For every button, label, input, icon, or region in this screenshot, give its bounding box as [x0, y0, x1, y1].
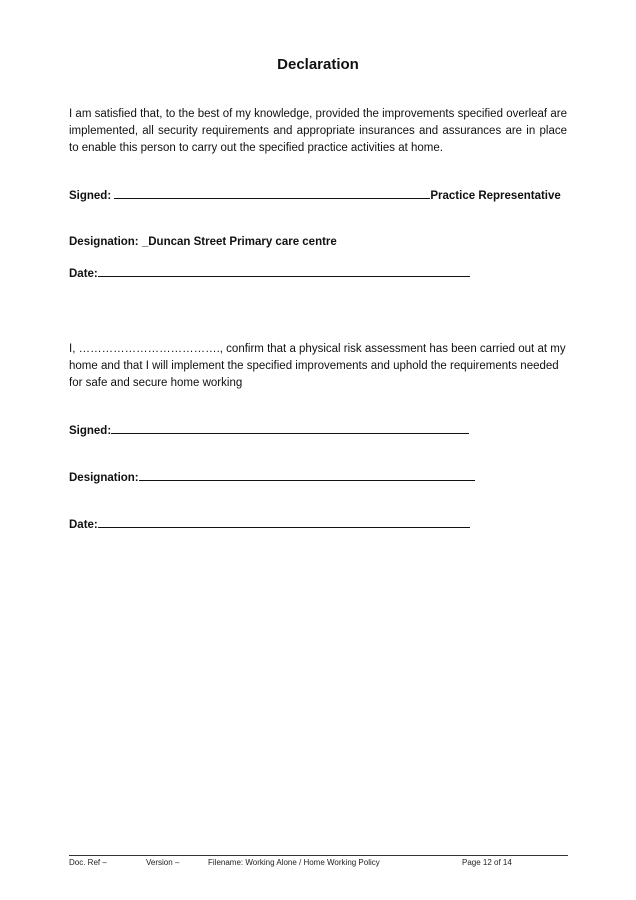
date-line-employee [69, 515, 470, 533]
designation-field[interactable] [139, 468, 475, 481]
employee-confirmation-paragraph: I, ………………………………., confirm that a physical risk assessment has been carried out at my home and that I will implement the specified improvements and uphold the requirements needed for safe and secure home working [69, 343, 566, 389]
signature-field[interactable] [114, 186, 430, 199]
declaration-paragraph: I am satisfied that, to the best of my knowledge, provided the improvements specified overleaf are implemented, all security requirements and appropriate insurances and assurances are in place to enable this person to carry out the specified practice activities at home. [69, 108, 567, 154]
footer-version: Version – [146, 858, 180, 867]
footer-page-number: Page 12 of 14 [462, 858, 512, 867]
footer-filename: Filename: Working Alone / Home Working Policy [208, 858, 380, 867]
footer-doc-ref: Doc. Ref – [69, 858, 107, 867]
date-label: Date: [69, 519, 98, 531]
date-label: Date: [69, 268, 98, 280]
signed-label: Signed: [69, 425, 112, 437]
designation-label: Designation: [69, 236, 139, 248]
designation-value: _Duncan Street Primary care centre [141, 236, 337, 248]
signature-field[interactable] [111, 421, 469, 434]
date-field[interactable] [98, 515, 470, 528]
date-field[interactable] [98, 264, 470, 277]
footer-divider [69, 855, 568, 856]
signed-line-employee [69, 421, 469, 439]
designation-label: Designation: [69, 472, 139, 484]
signed-label: Signed: [69, 190, 112, 202]
designation-line-employee [69, 468, 475, 486]
page-title: Declaration [277, 56, 359, 73]
date-line-practice [69, 264, 470, 282]
practice-representative-label: Practice Representative [430, 190, 561, 202]
designation-line-practice [69, 234, 337, 250]
signed-line-practice [69, 186, 561, 204]
